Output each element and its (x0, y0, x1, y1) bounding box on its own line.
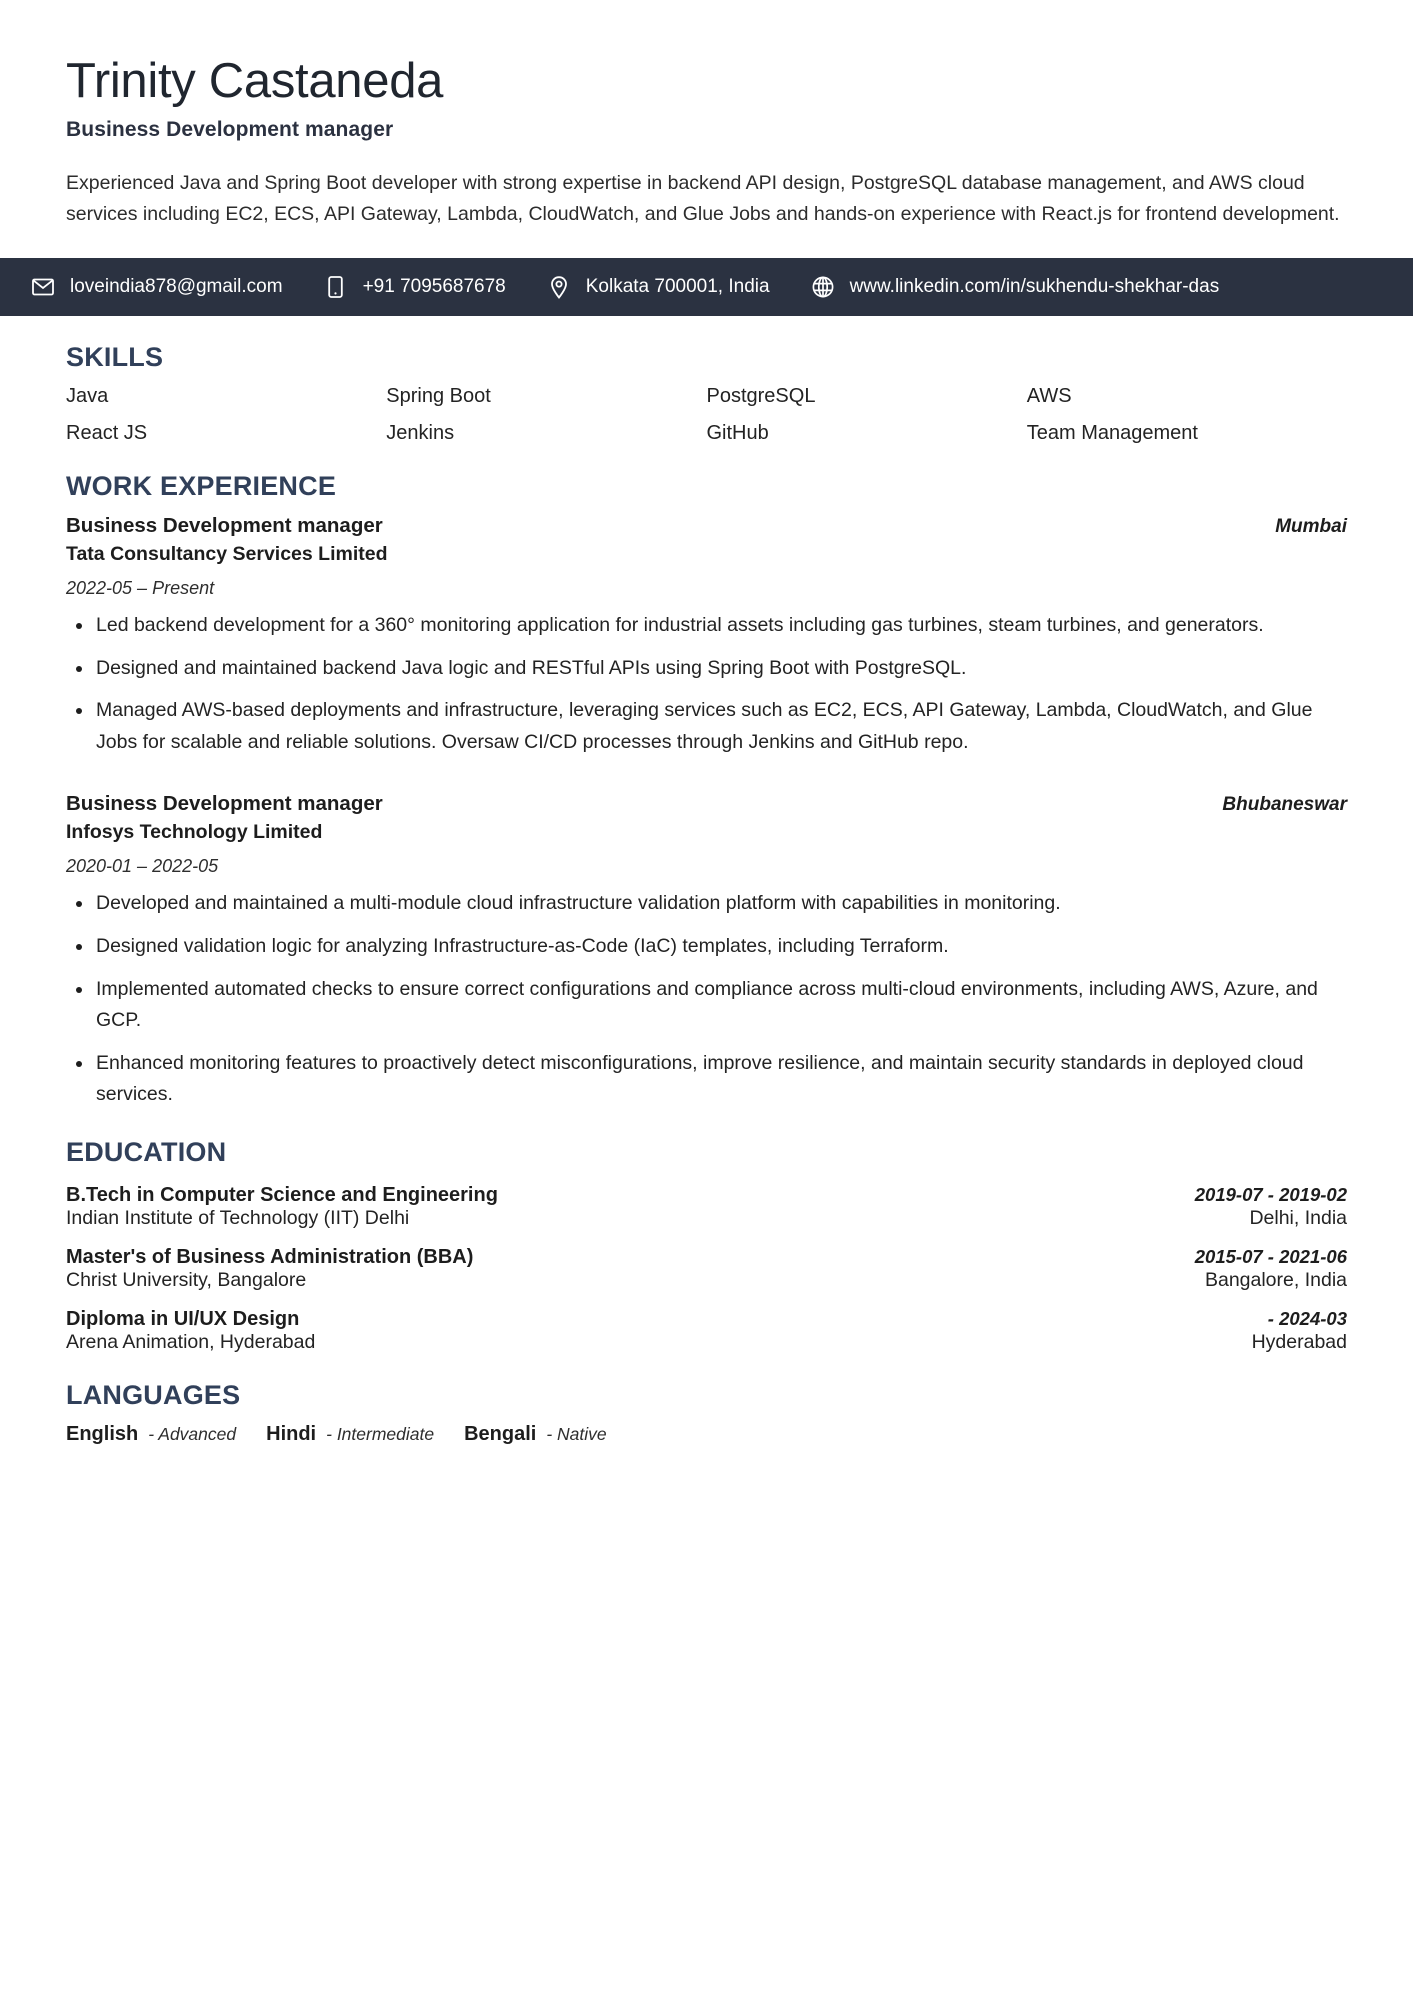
skill-item: AWS (1026, 385, 1072, 408)
education-place: Hyderabad (1251, 1330, 1347, 1353)
skill-item: GitHub (706, 422, 769, 445)
work-experience-section (66, 471, 1347, 1111)
education-section-title: EDUCATION (66, 1136, 227, 1167)
candidate-job-title: Business Development manager (66, 117, 394, 141)
job-bullet: Enhanced monitoring features to proactively detect misconfigurations, improve resilience, and maintain security standards in deployed cloud services. (66, 1048, 1347, 1111)
education-degree-row (66, 1308, 1347, 1331)
job-bullet: Designed validation logic for analyzing Infrastructure-as-Code (IaC) templates, including Terraform. (66, 931, 1347, 963)
job-entry (66, 514, 1347, 758)
job-dates: 2022-05 – Present (66, 578, 215, 599)
work-experience-section-title: WORK EXPERIENCE (66, 471, 337, 502)
education-degree: Diploma in UI/UX Design (66, 1307, 300, 1330)
education-school-row (66, 1331, 1347, 1354)
contact-bar (0, 258, 1413, 316)
education-entry (66, 1184, 1347, 1230)
contact-item-location[interactable] (544, 276, 770, 299)
language-name: Hindi (266, 1423, 317, 1446)
language-item (66, 1423, 236, 1446)
job-entry (66, 792, 1347, 1110)
envelope-icon (28, 278, 58, 296)
skill-item: Java (66, 385, 109, 408)
education-school-row (66, 1269, 1347, 1292)
education-place: Delhi, India (1249, 1206, 1347, 1229)
skill-item: PostgreSQL (706, 385, 816, 408)
education-section (66, 1137, 1347, 1354)
skill-item: Team Management (1026, 422, 1198, 445)
contact-phone-text: +91 7095687678 (362, 276, 506, 298)
skill-item: Jenkins (386, 422, 455, 445)
education-school: Christ University, Bangalore (66, 1268, 307, 1291)
education-entry (66, 1308, 1347, 1354)
job-company: Infosys Technology Limited (66, 821, 323, 844)
education-dates: 2015-07 - 2021-06 (1194, 1245, 1347, 1267)
skills-section-title: SKILLS (66, 342, 164, 373)
education-place: Bangalore, India (1204, 1268, 1347, 1291)
contact-email-text: loveindia878@gmail.com (70, 276, 283, 298)
language-item (266, 1423, 434, 1446)
skill-item: React JS (66, 422, 148, 445)
job-location: Bhubaneswar (1222, 794, 1347, 816)
job-position: Business Development manager (66, 514, 383, 538)
skills-grid (66, 385, 1347, 445)
education-degree-row (66, 1246, 1347, 1269)
language-level: - Native (546, 1424, 607, 1445)
skills-section (66, 342, 1347, 445)
languages-row (66, 1423, 1347, 1446)
job-header-row (66, 514, 1347, 538)
education-school: Indian Institute of Technology (IIT) Delhi (66, 1206, 410, 1229)
contact-item-email[interactable] (28, 276, 283, 298)
job-bullet-list (66, 610, 1347, 758)
job-bullet-list (66, 888, 1347, 1110)
language-name: English (66, 1423, 139, 1446)
job-bullet: Managed AWS-based deployments and infrastructure, leveraging services such as EC2, ECS, API Gateway, Lambda, CloudWatch, and Glue Jobs for scalable and reliable solutions. Oversaw CI/CD processes through Jenkins and GitHub repo. (66, 695, 1347, 758)
language-item (464, 1423, 607, 1446)
location-pin-icon (544, 276, 574, 299)
job-header-row (66, 792, 1347, 816)
education-degree: B.Tech in Computer Science and Engineering (66, 1183, 498, 1206)
education-dates: - 2024-03 (1267, 1307, 1347, 1329)
job-location: Mumbai (1275, 516, 1347, 538)
contact-item-phone[interactable] (321, 276, 506, 298)
education-degree: Master's of Business Administration (BBA) (66, 1245, 474, 1268)
job-bullet: Implemented automated checks to ensure correct configurations and compliance across multi-cloud environments, including AWS, Azure, and GCP. (66, 974, 1347, 1037)
phone-icon (321, 276, 351, 298)
languages-section-title: LANGUAGES (66, 1379, 241, 1410)
contact-item-website[interactable] (808, 276, 1220, 298)
job-position: Business Development manager (66, 792, 383, 816)
language-level: - Advanced (148, 1424, 237, 1445)
candidate-name: Trinity Castaneda (66, 54, 444, 108)
job-company: Tata Consultancy Services Limited (66, 543, 388, 566)
job-bullet: Led backend development for a 360° monitoring application for industrial assets including gas turbines, steam turbines, and generators. (66, 610, 1347, 642)
resume-body (0, 342, 1413, 1446)
globe-icon (808, 276, 838, 298)
education-entry (66, 1246, 1347, 1292)
resume-header (0, 0, 1413, 231)
contact-website-text: www.linkedin.com/in/sukhendu-shekhar-das (849, 276, 1220, 298)
language-level: - Intermediate (326, 1424, 435, 1445)
job-bullet: Developed and maintained a multi-module cloud infrastructure validation platform with capabilities in monitoring. (66, 888, 1347, 920)
job-bullet: Designed and maintained backend Java logic and RESTful APIs using Spring Boot with PostgreSQL. (66, 653, 1347, 685)
education-dates: 2019-07 - 2019-02 (1194, 1183, 1347, 1205)
skill-item: Spring Boot (386, 385, 491, 408)
education-degree-row (66, 1184, 1347, 1207)
education-school: Arena Animation, Hyderabad (66, 1330, 316, 1353)
contact-location-text: Kolkata 700001, India (585, 276, 770, 298)
languages-section (66, 1380, 1347, 1446)
language-name: Bengali (464, 1423, 537, 1446)
professional-summary: Experienced Java and Spring Boot developer with strong expertise in backend API design, PostgreSQL database management, and AWS cloud services including EC2, ECS, API Gateway, Lambda, CloudWatch, and Glue Jobs and hands-on experience with React.js for frontend development. (66, 171, 1340, 226)
education-school-row (66, 1207, 1347, 1230)
job-dates: 2020-01 – 2022-05 (66, 856, 219, 877)
